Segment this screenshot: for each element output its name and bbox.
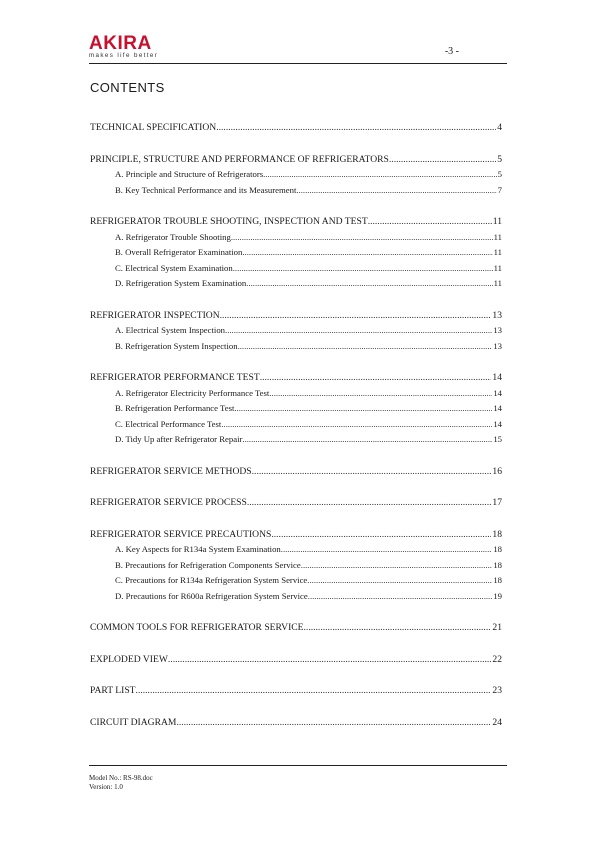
toc-subentry-page: 18: [493, 575, 502, 585]
toc-subentry-page: 13: [493, 325, 502, 335]
toc-entry-label: REFRIGERATOR INSPECTION: [90, 309, 220, 321]
toc-subentry-label: D. Tidy Up after Refrigerator Repair: [115, 434, 243, 444]
toc-entry-page: 14: [492, 372, 502, 383]
toc-subentry-page: 11: [493, 262, 502, 273]
dot-leader: [234, 401, 492, 417]
toc-entry-label: EXPLODED VIEW: [90, 653, 168, 665]
toc-entry-page: 4: [497, 122, 502, 133]
toc-entry-page: 23: [492, 685, 502, 696]
toc-entry-page: 5: [497, 153, 502, 165]
dot-leader: [263, 167, 497, 183]
dot-leader: [260, 370, 492, 386]
toc-entry[interactable]: [90, 495, 502, 511]
toc-entry[interactable]: [90, 683, 502, 699]
toc-section: [90, 652, 502, 668]
toc-subentry[interactable]: [90, 245, 502, 261]
toc-section: [90, 370, 502, 448]
toc-subentry-label: B. Key Technical Performance and its Measurement: [115, 184, 297, 195]
dot-leader: [242, 245, 492, 261]
version-label: Version: 1.0: [89, 783, 123, 791]
dot-leader: [304, 620, 492, 636]
toc-subentry-page: 7: [497, 184, 502, 195]
toc-entry-label: COMMON TOOLS FOR REFRIGERATOR SERVICE: [90, 622, 304, 633]
dot-leader: [296, 183, 496, 199]
toc-entry[interactable]: [90, 715, 502, 731]
toc-entry-page: 22: [492, 653, 502, 665]
akira-logo: [89, 34, 158, 59]
toc-subentry[interactable]: [90, 339, 502, 355]
toc-subentry-label: A. Refrigerator Trouble Shooting: [115, 231, 231, 242]
toc-entry-page: 21: [492, 622, 502, 633]
toc-subentry-page: 5: [497, 169, 502, 179]
toc-section: [90, 308, 502, 355]
dot-leader: [308, 589, 493, 605]
toc-subentry[interactable]: [90, 386, 502, 402]
toc-entry[interactable]: [90, 620, 502, 636]
toc-subentry-label: A. Key Aspects for R134a System Examination: [115, 544, 281, 554]
dot-leader: [233, 261, 493, 277]
toc-entry[interactable]: [90, 120, 502, 136]
toc-subentry-label: C. Precautions for R134a Refrigeration System Service: [115, 575, 308, 585]
toc-entry-label: PRINCIPLE, STRUCTURE AND PERFORMANCE OF REFRIGERATORS: [90, 153, 389, 165]
page-footer: [89, 765, 507, 792]
toc-subentry-page: 11: [493, 231, 502, 242]
toc-section: [90, 527, 502, 605]
toc-entry-label: TECHNICAL SPECIFICATION: [90, 122, 217, 133]
brand-name: AKIRA: [89, 33, 152, 54]
toc-entry[interactable]: [90, 652, 502, 668]
toc-subentry-label: B. Precautions for Refrigeration Components Service: [115, 559, 301, 570]
dot-leader: [269, 386, 492, 402]
toc-subentry-label: B. Refrigeration System Inspection: [115, 340, 238, 351]
dot-leader: [136, 683, 492, 699]
dot-leader: [271, 527, 491, 543]
dot-leader: [281, 542, 493, 558]
toc-entry-label: REFRIGERATOR SERVICE PRECAUTIONS: [90, 528, 272, 540]
page-number: -3 -: [444, 46, 459, 57]
toc-subentry-page: 14: [493, 403, 502, 413]
toc-subentry[interactable]: [90, 323, 502, 339]
dot-leader: [368, 214, 492, 230]
toc-subentry[interactable]: [90, 183, 502, 199]
toc-subentry[interactable]: [90, 167, 502, 183]
toc-section: [90, 464, 502, 480]
dot-leader: [176, 715, 491, 731]
toc-entry-label: REFRIGERATOR PERFORMANCE TEST: [90, 372, 260, 383]
toc-subentry[interactable]: [90, 589, 502, 605]
toc-subentry-page: 14: [493, 418, 502, 429]
toc-section: [90, 620, 502, 636]
toc-section: [90, 683, 502, 699]
toc-entry-page: 13: [492, 309, 502, 321]
toc-entry-label: REFRIGERATOR SERVICE PROCESS: [90, 497, 247, 508]
page-header: [89, 34, 507, 64]
dot-leader: [252, 464, 492, 480]
toc-entry[interactable]: [90, 527, 502, 543]
dot-leader: [247, 495, 492, 511]
toc-entry-page: 18: [492, 528, 502, 540]
toc-entry[interactable]: [90, 214, 502, 230]
toc-entry-page: 16: [492, 465, 502, 477]
toc-entry[interactable]: [90, 370, 502, 386]
toc-entry[interactable]: [90, 308, 502, 324]
dot-leader: [307, 573, 492, 589]
toc-entry-page: 11: [492, 216, 502, 227]
dot-leader: [246, 276, 492, 292]
toc-section: [90, 214, 502, 292]
dot-leader: [242, 432, 492, 448]
toc-entry-label: PART LIST: [90, 685, 136, 696]
toc-subentry-page: 14: [493, 387, 502, 398]
dot-leader: [168, 652, 492, 668]
toc-subentry-label: B. Refrigeration Performance Test: [115, 403, 235, 413]
toc-subentry-label: C. Electrical Performance Test: [115, 418, 222, 429]
toc-subentry-page: 19: [493, 590, 502, 601]
header-divider: [89, 63, 507, 64]
toc-subentry-page: 15: [493, 434, 502, 444]
toc-subentry[interactable]: [90, 558, 502, 574]
toc-section: [90, 715, 502, 731]
toc-subentry-page: 13: [493, 340, 502, 351]
dot-leader: [225, 323, 492, 339]
toc-section: [90, 495, 502, 511]
dot-leader: [221, 417, 492, 433]
toc-entry[interactable]: [90, 464, 502, 480]
dot-leader: [231, 230, 493, 246]
toc-subentry-page: 18: [493, 544, 502, 554]
toc-entry-label: REFRIGERATOR TROUBLE SHOOTING, INSPECTION AND TEST: [90, 216, 368, 227]
page-title: CONTENTS: [90, 80, 165, 95]
toc-entry-label: REFRIGERATOR SERVICE METHODS: [90, 465, 252, 477]
toc-subentry-label: D. Refrigeration System Examination: [115, 278, 247, 288]
toc-subentry[interactable]: [90, 542, 502, 558]
toc-section: [90, 152, 502, 199]
toc-entry-page: 17: [492, 497, 502, 508]
brand-tagline: makes life better: [89, 52, 159, 59]
dot-leader: [238, 339, 493, 355]
model-number: Model No.: RS-98.doc: [89, 774, 153, 782]
toc-subentry[interactable]: [90, 261, 502, 277]
toc-subentry-label: C. Electrical System Examination: [115, 262, 233, 273]
toc-entry[interactable]: [90, 152, 502, 168]
toc-subentry-label: A. Principle and Structure of Refrigerators: [115, 169, 264, 179]
toc-entry-page: 24: [492, 716, 502, 728]
toc-section: [90, 120, 502, 136]
dot-leader: [301, 558, 493, 574]
table-of-contents: [90, 120, 502, 746]
dot-leader: [389, 152, 496, 168]
dot-leader: [220, 308, 492, 324]
toc-subentry-label: D. Precautions for R600a Refrigeration System Service: [115, 590, 308, 601]
toc-subentry[interactable]: [90, 401, 502, 417]
toc-subentry-label: A. Refrigerator Electricity Performance Test: [115, 387, 270, 398]
toc-subentry-label: A. Electrical System Inspection: [115, 325, 226, 335]
toc-subentry-label: B. Overall Refrigerator Examination: [115, 247, 243, 257]
toc-subentry[interactable]: [90, 230, 502, 246]
dot-leader: [216, 120, 496, 136]
toc-subentry[interactable]: [90, 432, 502, 448]
footer-divider: [89, 765, 507, 766]
toc-subentry-page: 11: [493, 247, 502, 257]
toc-entry-label: CIRCUIT DIAGRAM: [90, 716, 177, 728]
toc-subentry[interactable]: [90, 276, 502, 292]
toc-subentry-page: 11: [493, 278, 502, 288]
toc-subentry-page: 18: [493, 559, 502, 570]
toc-subentry[interactable]: [90, 573, 502, 589]
toc-subentry[interactable]: [90, 417, 502, 433]
